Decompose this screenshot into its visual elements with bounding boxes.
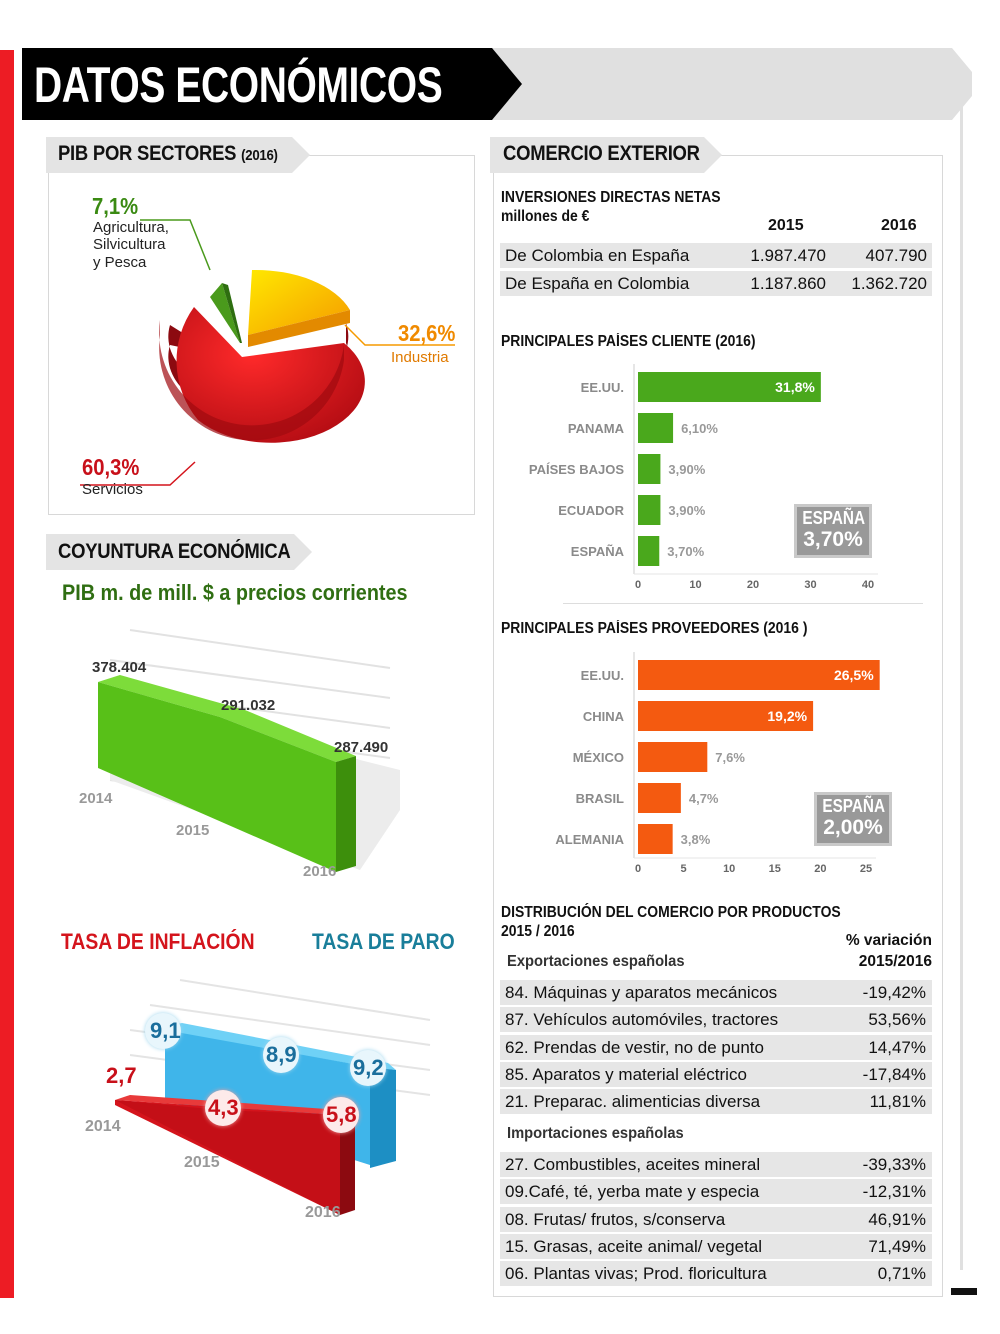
tasas-xlabel-2016: 2016 bbox=[305, 1204, 341, 1221]
product-label: 27. Combustibles, aceites mineral bbox=[505, 1155, 761, 1174]
paro-value-2015: 8,9 bbox=[266, 1042, 297, 1067]
coyuntura-tab-title: COYUNTURA ECONÓMICA bbox=[58, 540, 291, 563]
variacion-header-1: % variación bbox=[845, 932, 932, 949]
area-value-2015: 291.032 bbox=[221, 697, 276, 714]
pie-label-industria: Industria bbox=[391, 349, 449, 366]
tasas-line-chart bbox=[70, 975, 440, 1225]
bar-category-label: EE.UU. bbox=[580, 380, 624, 395]
bar-value-label: 3,8% bbox=[680, 832, 711, 847]
importaciones-title: Importaciones españolas bbox=[507, 1125, 684, 1142]
bar-axis-tick: 10 bbox=[689, 579, 702, 591]
bar-axis-tick: 25 bbox=[859, 863, 873, 875]
bar-espa-a bbox=[638, 536, 659, 566]
bar-category-label: ESPAÑA bbox=[570, 544, 624, 559]
bar-value-label: 26,5% bbox=[833, 667, 874, 683]
product-variation: 71,49% bbox=[868, 1236, 926, 1256]
right-border bbox=[960, 92, 963, 1270]
bar-axis-tick: 0 bbox=[634, 579, 642, 591]
bar-axis-tick: 20 bbox=[746, 579, 760, 591]
bar-pa-ses-bajos bbox=[638, 454, 660, 484]
comercio-tab-title: COMERCIO EXTERIOR bbox=[503, 142, 700, 165]
bar-brasil bbox=[638, 783, 681, 813]
product-row bbox=[500, 1035, 932, 1060]
bar-category-label: MÉXICO bbox=[572, 750, 624, 765]
product-label: 06. Plantas vivas; Prod. floricultura bbox=[505, 1264, 767, 1284]
product-row bbox=[500, 980, 932, 1005]
bar-value-label: 31,8% bbox=[775, 379, 815, 395]
inversiones-row: De España en Colombia 1.187.860 1.362.720 bbox=[500, 271, 932, 296]
bar-category-label: ECUADOR bbox=[558, 503, 624, 518]
inflacion-value-2015: 4,3 bbox=[208, 1095, 239, 1120]
bar-value-label: 3,90% bbox=[668, 503, 706, 518]
pie-label-servicios-pct: 60,3% bbox=[82, 454, 140, 480]
inflacion-value-2014: 2,7 bbox=[106, 1063, 137, 1088]
product-label: 21. Preparac. alimenticias diversa bbox=[505, 1092, 761, 1112]
paro-title: TASA DE PARO bbox=[312, 929, 455, 954]
bar-axis-tick: 5 bbox=[680, 863, 687, 875]
product-row bbox=[500, 1152, 932, 1177]
clientes-bar-chart bbox=[500, 360, 940, 600]
proveedores-bar-chart bbox=[500, 648, 940, 888]
product-label: 15. Grasas, aceite animal/ vegetal bbox=[505, 1236, 763, 1256]
product-row bbox=[500, 1207, 932, 1232]
product-label: 84. Máquinas y aparatos mecánicos bbox=[505, 983, 778, 1002]
product-variation: 53,56% bbox=[868, 1010, 926, 1030]
bar-ecuador bbox=[638, 495, 660, 525]
bar-value-label: 6,10% bbox=[681, 421, 718, 436]
bar-value-label: 3,90% bbox=[668, 462, 706, 477]
product-variation: -19,42% bbox=[862, 983, 926, 1002]
product-variation: -17,84% bbox=[862, 1064, 926, 1084]
left-accent-bar bbox=[0, 50, 14, 1298]
product-label: 87. Vehículos automóviles, tractores bbox=[505, 1010, 779, 1030]
proveedores-espana-box: ESPAÑA 2,00% bbox=[817, 795, 889, 843]
bar-axis-tick: 10 bbox=[723, 863, 736, 875]
product-variation: 14,47% bbox=[868, 1037, 926, 1057]
bar-value-label: 3,70% bbox=[667, 544, 705, 559]
product-label: 62. Prendas de vestir, no de punto bbox=[505, 1037, 764, 1057]
bar-panama bbox=[638, 413, 673, 443]
bar-value-label: 4,7% bbox=[688, 791, 719, 806]
page-title: DATOS ECONÓMICOS bbox=[34, 57, 443, 113]
inversiones-title: INVERSIONES DIRECTAS NETAS bbox=[501, 189, 721, 206]
pie-label-agri-pct: 7,1% bbox=[92, 193, 139, 219]
page-corner-mark bbox=[951, 1288, 977, 1295]
bar-axis-tick: 30 bbox=[804, 579, 817, 591]
inversiones-col-2015: 2015 bbox=[768, 217, 804, 234]
product-row bbox=[500, 1007, 932, 1032]
exportaciones-title: Exportaciones españolas bbox=[507, 953, 685, 970]
area-xlabel-2014: 2014 bbox=[79, 790, 113, 807]
distribucion-years: 2015 / 2016 bbox=[501, 923, 575, 940]
pie-label-servicios: Servicios bbox=[82, 481, 143, 498]
area-value-2016: 287.490 bbox=[334, 739, 389, 756]
inversiones-col-2016: 2016 bbox=[881, 217, 917, 234]
bar-value-label: 19,2% bbox=[767, 708, 808, 724]
paro-value-2016: 9,2 bbox=[353, 1055, 384, 1080]
tasas-xlabel-2014: 2014 bbox=[85, 1118, 121, 1135]
pie-label-industria-pct: 32,6% bbox=[398, 320, 456, 346]
clientes-title: PRINCIPALES PAÍSES CLIENTE (2016) bbox=[501, 333, 756, 350]
bar-axis-tick: 40 bbox=[861, 579, 875, 591]
bar-category-label: PAÍSES BAJOS bbox=[528, 462, 624, 477]
product-row bbox=[500, 1089, 932, 1114]
bar-category-label: PANAMA bbox=[567, 421, 624, 436]
product-row bbox=[500, 1179, 932, 1204]
product-variation: 46,91% bbox=[868, 1209, 926, 1229]
bar-value-label: 7,6% bbox=[715, 750, 745, 765]
product-label: 08. Frutas/ frutos, s/conserva bbox=[505, 1209, 726, 1229]
bar-category-label: ALEMANIA bbox=[555, 832, 624, 847]
product-variation: -39,33% bbox=[862, 1155, 926, 1174]
area-xlabel-2015: 2015 bbox=[176, 822, 210, 839]
product-variation: -12,31% bbox=[862, 1182, 926, 1202]
pib-tab-title: PIB POR SECTORES (2016) bbox=[58, 142, 278, 165]
bar-category-label: CHINA bbox=[582, 709, 624, 724]
bar-alemania bbox=[638, 824, 673, 854]
bar-axis-tick: 15 bbox=[768, 863, 781, 875]
area-value-2014: 378.404 bbox=[92, 659, 147, 676]
coyuntura-subtitle: PIB m. de mill. $ a precios corrientes bbox=[62, 580, 408, 605]
pie-label-agri-3: y Pesca bbox=[93, 254, 147, 271]
bar-category-label: BRASIL bbox=[575, 791, 624, 806]
variacion-header-2: 2015/2016 bbox=[858, 953, 932, 970]
bar-axis-tick: 0 bbox=[634, 863, 642, 875]
product-label: 85. Aparatos y material eléctrico bbox=[505, 1064, 747, 1084]
product-row bbox=[500, 1062, 932, 1087]
inflacion-title: TASA DE INFLACIÓN bbox=[61, 929, 255, 954]
bar-category-label: EE.UU. bbox=[580, 668, 624, 683]
pie-label-agri-2: Silvicultura bbox=[93, 236, 166, 253]
inversiones-subtitle: millones de € bbox=[501, 208, 590, 225]
area-xlabel-2016: 2016 bbox=[303, 863, 337, 880]
separator bbox=[563, 603, 923, 604]
pie-label-agri-1: Agricultura, bbox=[93, 219, 169, 236]
tasas-xlabel-2015: 2015 bbox=[184, 1154, 220, 1171]
product-variation: 0,71% bbox=[877, 1264, 926, 1284]
paro-value-2014: 9,1 bbox=[150, 1018, 181, 1043]
area-side bbox=[336, 756, 356, 872]
proveedores-title: PRINCIPALES PAÍSES PROVEEDORES (2016 ) bbox=[501, 620, 808, 637]
bar-axis-tick: 20 bbox=[814, 863, 827, 875]
clientes-espana-box: ESPAÑA 3,70% bbox=[797, 507, 869, 555]
product-label: 09.Café, té, yerba mate y especia bbox=[505, 1182, 760, 1202]
bar-m-xico bbox=[638, 742, 707, 772]
inflacion-value-2016: 5,8 bbox=[326, 1102, 357, 1127]
inversiones-row: De Colombia en España 1.987.470 407.790 bbox=[500, 243, 932, 268]
product-variation: 11,81% bbox=[869, 1092, 926, 1112]
product-row bbox=[500, 1261, 932, 1286]
distribucion-title: DISTRIBUCIÓN DEL COMERCIO POR PRODUCTOS bbox=[501, 904, 841, 921]
product-row bbox=[500, 1234, 932, 1259]
